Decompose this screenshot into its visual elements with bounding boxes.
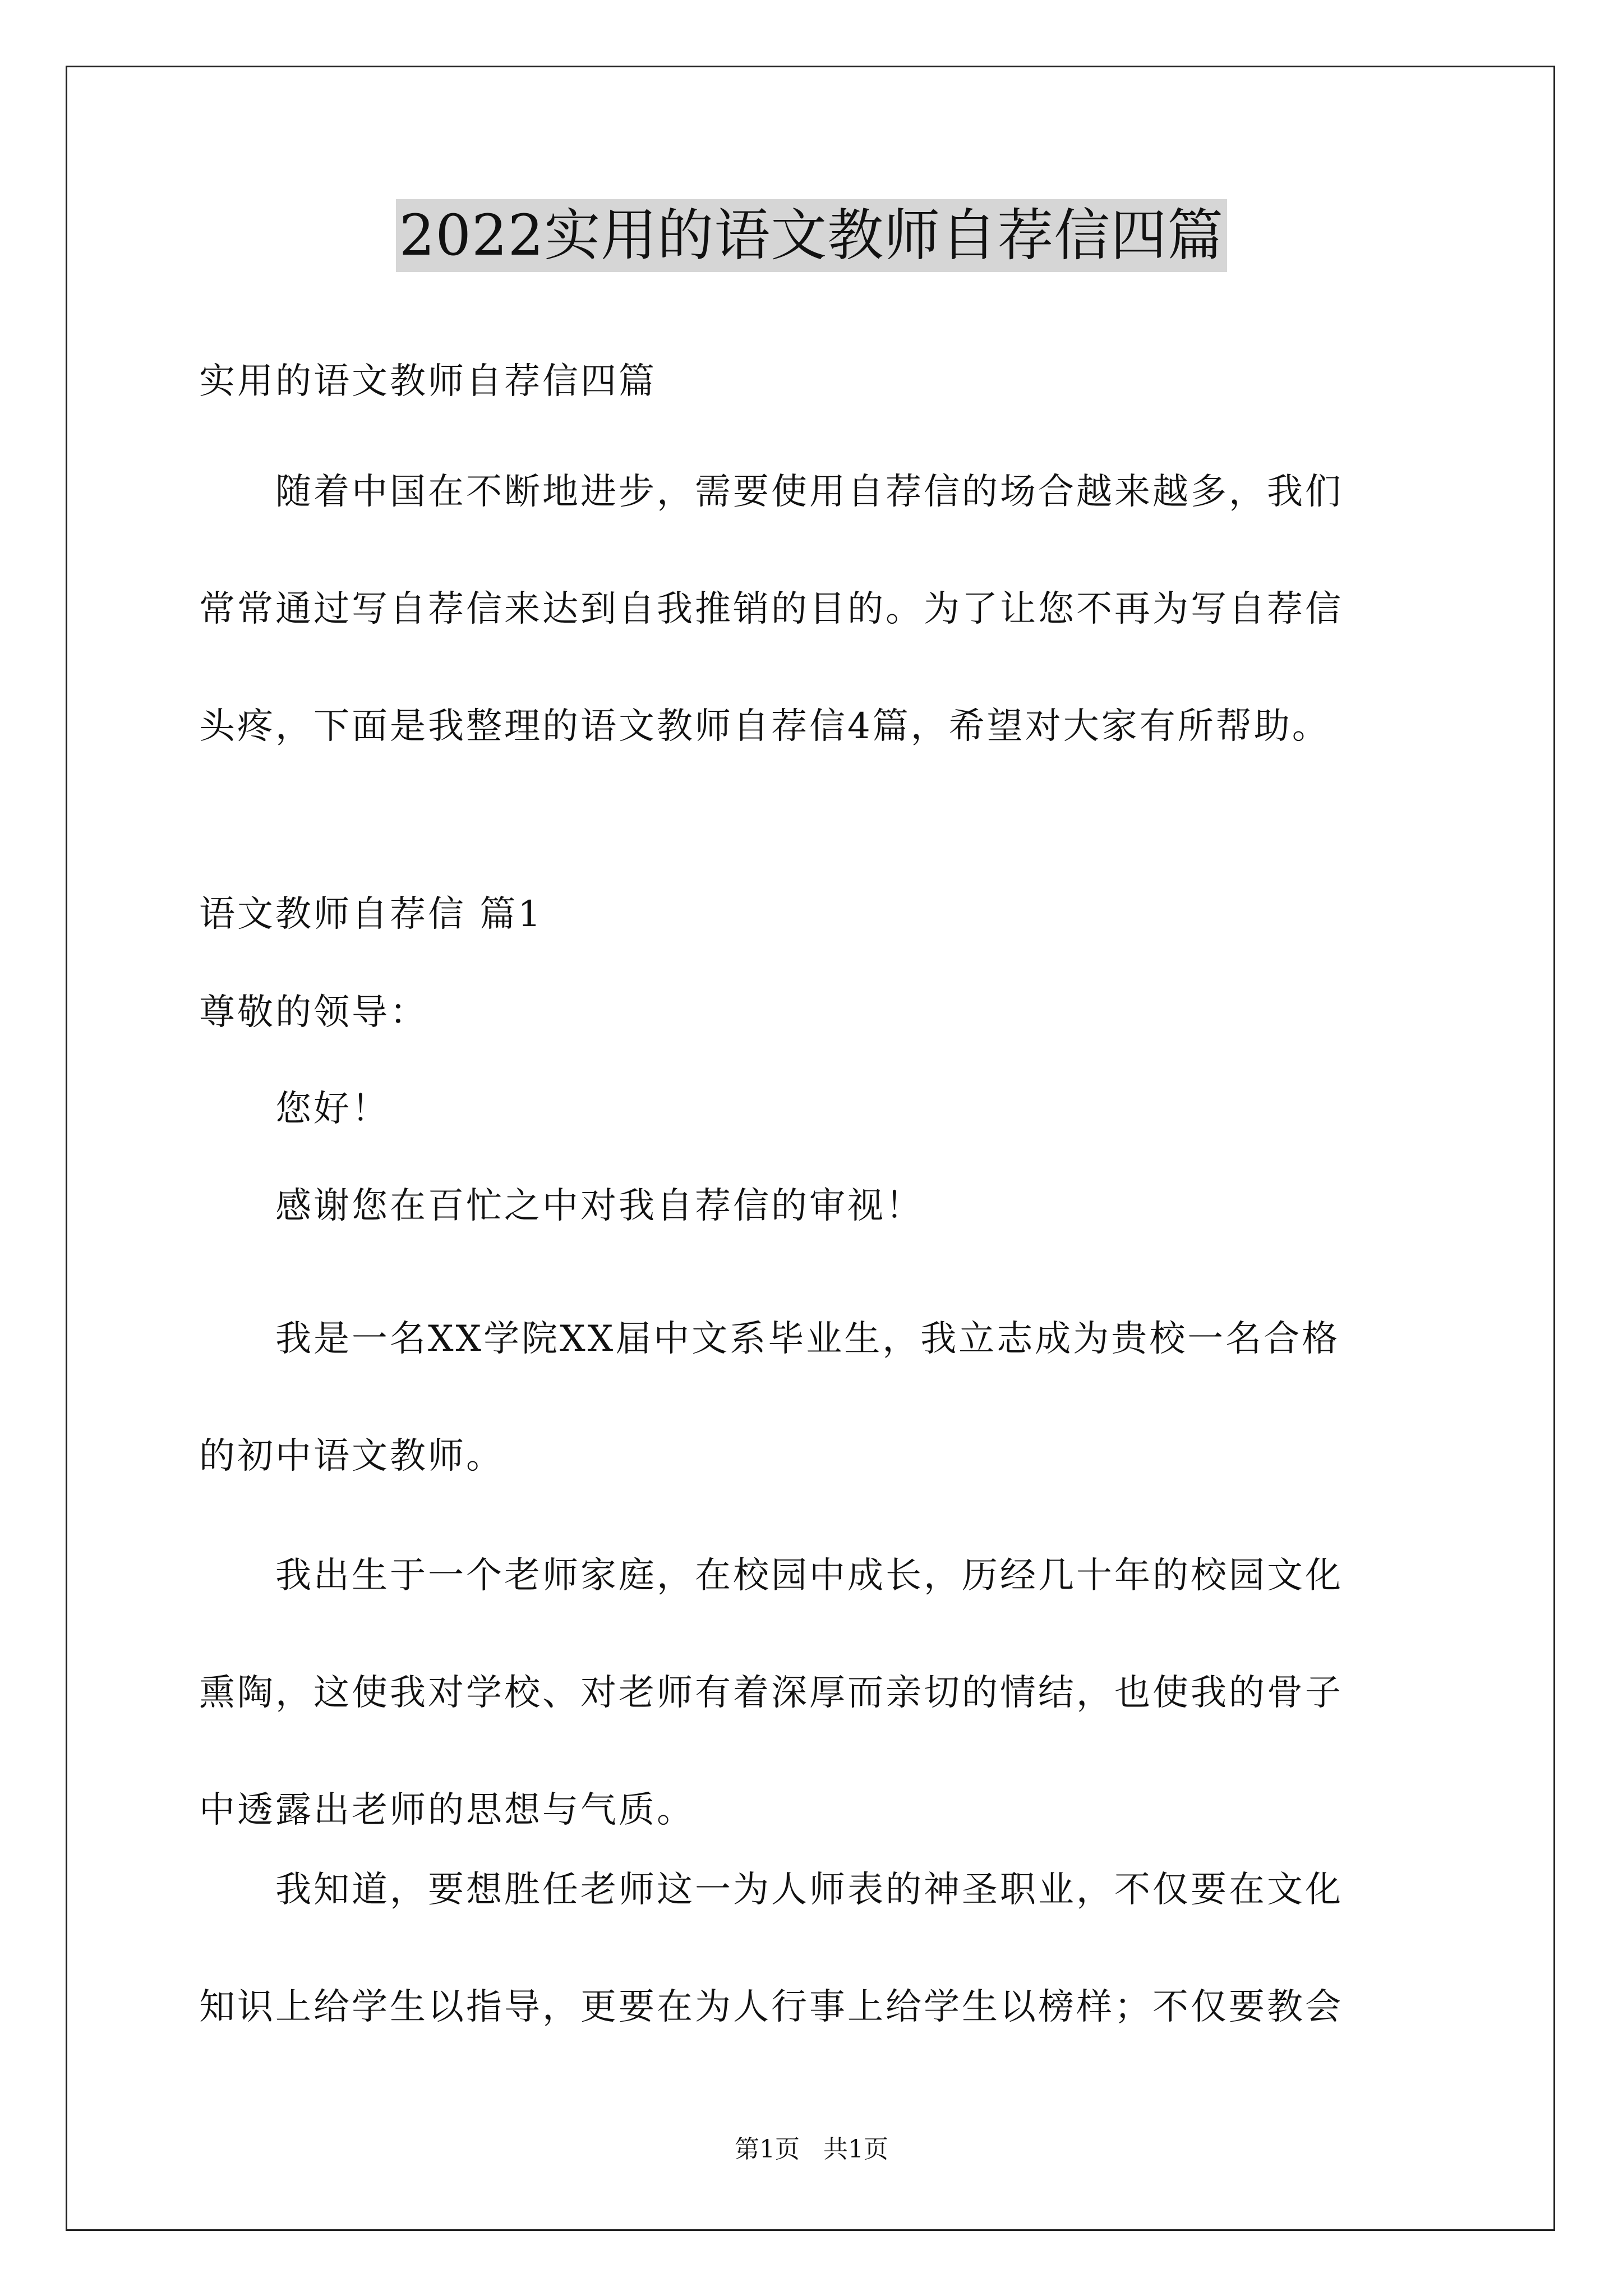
- title-container: [0, 199, 1623, 272]
- paragraph-line: 我是一名XX学院XX届中文系毕业生，我立志成为贵校一名合格: [199, 1318, 1340, 1360]
- document-title: 2022实用的语文教师自荐信四篇: [396, 199, 1228, 272]
- intro-paragraph: [199, 434, 1433, 785]
- section-heading: 语文教师自荐信 篇1: [199, 894, 543, 935]
- paragraph-line: 我出生于一个老师家庭，在校园中成长，历经几十年的校园文化: [199, 1555, 1343, 1596]
- paragraph-line: 的初中语文教师。: [199, 1435, 504, 1477]
- paragraph-1: [199, 1281, 1433, 1515]
- paragraph-line: 中透露出老师的思想与气质。: [199, 1789, 695, 1831]
- salutation: 尊敬的领导：: [199, 992, 428, 1033]
- paragraph-line: 我知道，要想胜任老师这一为人师表的神圣职业，不仅要在文化: [199, 1869, 1343, 1911]
- paragraph-line: 知识上给学生以指导，更要在为人行事上给学生以榜样；不仅要教会: [199, 1986, 1343, 2028]
- paragraph-line: 熏陶，这使我对学校、对老师有着深厚而亲切的情结，也使我的骨子: [199, 1672, 1343, 1714]
- intro-line: 常常通过写自荐信来达到自我推销的目的。为了让您不再为写自荐信: [199, 588, 1343, 630]
- paragraph-2: [199, 1517, 1433, 1869]
- intro-line: 随着中国在不断地进步，需要使用自荐信的场合越来越多，我们: [199, 471, 1343, 513]
- greeting: 您好！: [199, 1088, 390, 1130]
- page-footer: 第1页 共1页: [735, 2135, 888, 2164]
- paragraph-3: [199, 1832, 1433, 2066]
- document-subtitle: 实用的语文教师自荐信四篇: [199, 361, 657, 402]
- thanks-paragraph: 感谢您在百忙之中对我自荐信的审视！: [199, 1185, 924, 1227]
- intro-line: 头疼，下面是我整理的语文教师自荐信4篇，希望对大家有所帮助。: [199, 706, 1330, 747]
